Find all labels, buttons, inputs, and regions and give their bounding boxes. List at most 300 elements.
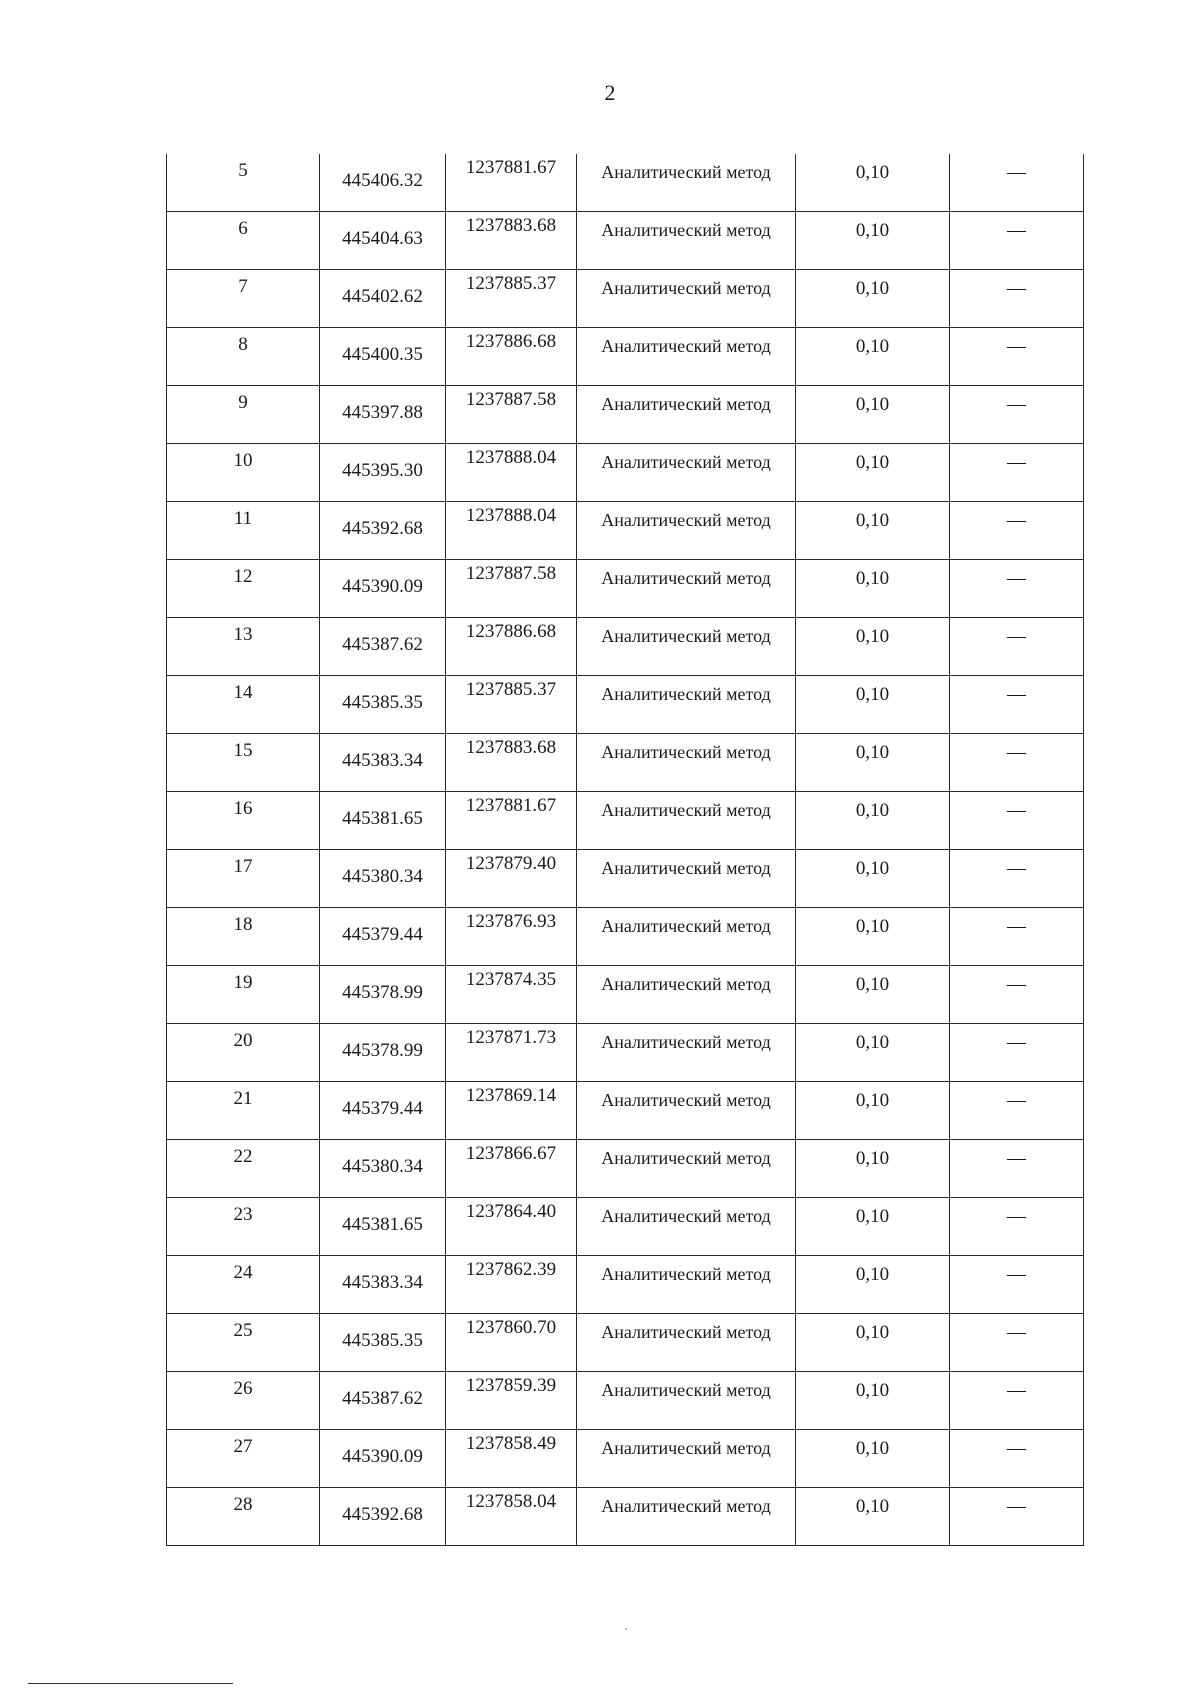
precision-cell (796, 1198, 950, 1256)
method-cell (577, 1372, 796, 1430)
y-coordinate-text: 1237874.35 (465, 969, 557, 990)
precision-text: 0,10 (855, 1322, 890, 1343)
point-number-text: 16 (233, 798, 253, 819)
point-number-text: 25 (233, 1320, 253, 1341)
note-cell (950, 618, 1084, 676)
note-cell (950, 734, 1084, 792)
precision-cell (796, 386, 950, 444)
note-cell (950, 1314, 1084, 1372)
precision-cell (796, 1372, 950, 1430)
x-coordinate-cell (320, 502, 446, 560)
precision-text: 0,10 (855, 510, 890, 531)
note-text: — (1007, 1148, 1026, 1169)
method-text: Аналитический метод (601, 394, 771, 414)
point-number-cell (167, 792, 320, 850)
y-coordinate-text: 1237869.14 (465, 1085, 557, 1106)
y-coordinate-cell (446, 328, 577, 386)
precision-cell (796, 1082, 950, 1140)
method-text: Аналитический метод (601, 974, 771, 994)
method-cell (577, 734, 796, 792)
note-text: — (1007, 1032, 1026, 1053)
precision-text: 0,10 (855, 220, 890, 241)
method-cell (577, 1314, 796, 1372)
precision-cell (796, 1256, 950, 1314)
note-text: — (1007, 800, 1026, 821)
note-cell (950, 1488, 1084, 1546)
x-coordinate-text: 445379.44 (342, 1098, 423, 1119)
point-number-text: 15 (233, 740, 253, 761)
y-coordinate-text: 1237888.04 (465, 505, 557, 526)
y-coordinate-cell (446, 1256, 577, 1314)
point-number-text: 7 (238, 276, 248, 297)
note-text: — (1007, 742, 1026, 763)
point-number-text: 17 (233, 856, 253, 877)
method-text: Аналитический метод (601, 684, 771, 704)
point-number-cell (167, 502, 320, 560)
method-cell (577, 1024, 796, 1082)
method-text: Аналитический метод (601, 1438, 771, 1458)
point-number-cell (167, 618, 320, 676)
table-row (167, 1430, 1084, 1488)
y-coordinate-text: 1237858.04 (465, 1491, 557, 1512)
y-coordinate-cell (446, 1488, 577, 1546)
method-text: Аналитический метод (601, 1090, 771, 1110)
method-cell (577, 444, 796, 502)
method-cell (577, 966, 796, 1024)
y-coordinate-cell (446, 1430, 577, 1488)
note-cell (950, 792, 1084, 850)
method-text: Аналитический метод (601, 1380, 771, 1400)
method-cell (577, 1140, 796, 1198)
method-cell (577, 792, 796, 850)
table-row (167, 502, 1084, 560)
method-text: Аналитический метод (601, 858, 771, 878)
precision-text: 0,10 (855, 742, 890, 763)
coordinates-table (166, 154, 1084, 1546)
precision-cell (796, 212, 950, 270)
point-number-cell (167, 850, 320, 908)
y-coordinate-cell (446, 734, 577, 792)
precision-cell (796, 270, 950, 328)
y-coordinate-cell (446, 966, 577, 1024)
x-coordinate-cell (320, 1372, 446, 1430)
coordinates-table-container (166, 154, 1084, 1546)
precision-text: 0,10 (855, 1090, 890, 1111)
y-coordinate-text: 1237888.04 (465, 447, 557, 468)
note-text: — (1007, 1496, 1026, 1517)
precision-cell (796, 1140, 950, 1198)
x-coordinate-cell (320, 212, 446, 270)
y-coordinate-cell (446, 1082, 577, 1140)
precision-text: 0,10 (855, 162, 890, 183)
y-coordinate-text: 1237885.37 (465, 679, 557, 700)
x-coordinate-cell (320, 386, 446, 444)
table-row (167, 560, 1084, 618)
coordinates-table-body (167, 154, 1084, 1546)
note-text: — (1007, 1206, 1026, 1227)
note-text: — (1007, 858, 1026, 879)
x-coordinate-cell (320, 734, 446, 792)
point-number-cell (167, 734, 320, 792)
y-coordinate-text: 1237881.67 (465, 157, 557, 178)
point-number-text: 6 (238, 218, 248, 239)
precision-cell (796, 792, 950, 850)
point-number-cell (167, 676, 320, 734)
x-coordinate-text: 445381.65 (342, 808, 423, 829)
x-coordinate-text: 445392.68 (342, 1504, 423, 1525)
x-coordinate-text: 445380.34 (342, 1156, 423, 1177)
table-row (167, 386, 1084, 444)
note-text: — (1007, 916, 1026, 937)
note-cell (950, 444, 1084, 502)
point-number-cell (167, 966, 320, 1024)
point-number-cell (167, 328, 320, 386)
y-coordinate-text: 1237859.39 (465, 1375, 557, 1396)
precision-cell (796, 850, 950, 908)
x-coordinate-text: 445378.99 (342, 1040, 423, 1061)
y-coordinate-text: 1237864.40 (465, 1201, 557, 1222)
y-coordinate-text: 1237858.49 (465, 1433, 557, 1454)
table-row (167, 676, 1084, 734)
precision-cell (796, 1430, 950, 1488)
precision-text: 0,10 (855, 452, 890, 473)
note-cell (950, 502, 1084, 560)
precision-cell (796, 444, 950, 502)
y-coordinate-text: 1237886.68 (465, 331, 557, 352)
note-cell (950, 560, 1084, 618)
point-number-text: 19 (233, 972, 253, 993)
x-coordinate-cell (320, 1140, 446, 1198)
y-coordinate-text: 1237860.70 (465, 1317, 557, 1338)
precision-text: 0,10 (855, 336, 890, 357)
precision-text: 0,10 (855, 394, 890, 415)
x-coordinate-text: 445392.68 (342, 518, 423, 539)
x-coordinate-cell (320, 328, 446, 386)
note-cell (950, 966, 1084, 1024)
x-coordinate-text: 445395.30 (342, 460, 423, 481)
x-coordinate-text: 445385.35 (342, 1330, 423, 1351)
point-number-text: 11 (233, 508, 253, 529)
note-cell (950, 1140, 1084, 1198)
note-cell (950, 270, 1084, 328)
precision-text: 0,10 (855, 974, 890, 995)
x-coordinate-cell (320, 618, 446, 676)
method-text: Аналитический метод (601, 1206, 771, 1226)
page-number: 2 (604, 80, 616, 105)
point-number-text: 26 (233, 1378, 253, 1399)
table-row (167, 1488, 1084, 1546)
method-cell (577, 908, 796, 966)
point-number-cell (167, 270, 320, 328)
y-coordinate-cell (446, 1372, 577, 1430)
table-row (167, 618, 1084, 676)
note-text: — (1007, 510, 1026, 531)
y-coordinate-text: 1237887.58 (465, 563, 557, 584)
precision-cell (796, 618, 950, 676)
point-number-text: 21 (233, 1088, 253, 1109)
note-text: — (1007, 684, 1026, 705)
footnote-separator (28, 1683, 233, 1684)
note-text: — (1007, 220, 1026, 241)
precision-text: 0,10 (855, 568, 890, 589)
point-number-cell (167, 908, 320, 966)
point-number-cell (167, 560, 320, 618)
point-number-text: 8 (238, 334, 248, 355)
method-text: Аналитический метод (601, 336, 771, 356)
scan-speck (625, 1628, 627, 1630)
x-coordinate-text: 445378.99 (342, 982, 423, 1003)
table-row (167, 1256, 1084, 1314)
x-coordinate-text: 445381.65 (342, 1214, 423, 1235)
x-coordinate-cell (320, 1488, 446, 1546)
x-coordinate-text: 445387.62 (342, 1388, 423, 1409)
note-text: — (1007, 1380, 1026, 1401)
y-coordinate-cell (446, 1140, 577, 1198)
precision-text: 0,10 (855, 1148, 890, 1169)
precision-cell (796, 328, 950, 386)
note-text: — (1007, 626, 1026, 647)
y-coordinate-text: 1237881.67 (465, 795, 557, 816)
point-number-cell (167, 386, 320, 444)
point-number-cell (167, 1198, 320, 1256)
y-coordinate-text: 1237885.37 (465, 273, 557, 294)
y-coordinate-cell (446, 1024, 577, 1082)
point-number-text: 23 (233, 1204, 253, 1225)
precision-text: 0,10 (855, 1206, 890, 1227)
table-row (167, 1314, 1084, 1372)
y-coordinate-text: 1237879.40 (465, 853, 557, 874)
point-number-cell (167, 1024, 320, 1082)
method-text: Аналитический метод (601, 278, 771, 298)
x-coordinate-cell (320, 792, 446, 850)
precision-text: 0,10 (855, 916, 890, 937)
x-coordinate-cell (320, 676, 446, 734)
table-row (167, 1372, 1084, 1430)
y-coordinate-cell (446, 850, 577, 908)
table-row (167, 966, 1084, 1024)
method-cell (577, 850, 796, 908)
note-text: — (1007, 452, 1026, 473)
precision-text: 0,10 (855, 1032, 890, 1053)
y-coordinate-text: 1237871.73 (465, 1027, 557, 1048)
point-number-text: 20 (233, 1030, 253, 1051)
y-coordinate-text: 1237886.68 (465, 621, 557, 642)
precision-text: 0,10 (855, 626, 890, 647)
method-text: Аналитический метод (601, 568, 771, 588)
precision-text: 0,10 (855, 1438, 890, 1459)
point-number-cell (167, 212, 320, 270)
x-coordinate-text: 445400.35 (342, 344, 423, 365)
note-cell (950, 1024, 1084, 1082)
table-row (167, 1198, 1084, 1256)
point-number-cell (167, 1314, 320, 1372)
method-text: Аналитический метод (601, 1032, 771, 1052)
method-text: Аналитический метод (601, 742, 771, 762)
y-coordinate-text: 1237883.68 (465, 215, 557, 236)
precision-cell (796, 734, 950, 792)
note-text: — (1007, 974, 1026, 995)
y-coordinate-text: 1237876.93 (465, 911, 557, 932)
method-cell (577, 676, 796, 734)
x-coordinate-text: 445402.62 (342, 286, 423, 307)
method-cell (577, 1082, 796, 1140)
table-row (167, 908, 1084, 966)
point-number-text: 28 (233, 1494, 253, 1515)
x-coordinate-text: 445390.09 (342, 1446, 423, 1467)
x-coordinate-text: 445387.62 (342, 634, 423, 655)
method-text: Аналитический метод (601, 510, 771, 530)
x-coordinate-cell (320, 1024, 446, 1082)
note-cell (950, 1430, 1084, 1488)
x-coordinate-cell (320, 908, 446, 966)
table-row (167, 328, 1084, 386)
note-cell (950, 850, 1084, 908)
note-text: — (1007, 568, 1026, 589)
precision-cell (796, 676, 950, 734)
method-text: Аналитический метод (601, 452, 771, 472)
method-cell (577, 386, 796, 444)
note-text: — (1007, 1264, 1026, 1285)
note-cell (950, 1082, 1084, 1140)
y-coordinate-cell (446, 1198, 577, 1256)
method-text: Аналитический метод (601, 626, 771, 646)
table-row (167, 1082, 1084, 1140)
precision-text: 0,10 (855, 684, 890, 705)
x-coordinate-text: 445383.34 (342, 1272, 423, 1293)
table-row (167, 270, 1084, 328)
precision-text: 0,10 (855, 1496, 890, 1517)
x-coordinate-text: 445406.32 (342, 170, 423, 191)
x-coordinate-cell (320, 1430, 446, 1488)
point-number-cell (167, 1372, 320, 1430)
precision-text: 0,10 (855, 1380, 890, 1401)
x-coordinate-cell (320, 1256, 446, 1314)
point-number-text: 14 (233, 682, 253, 703)
note-cell (950, 1372, 1084, 1430)
note-text: — (1007, 394, 1026, 415)
table-row (167, 792, 1084, 850)
note-cell (950, 1256, 1084, 1314)
point-number-cell (167, 1488, 320, 1546)
x-coordinate-cell (320, 154, 446, 212)
point-number-cell (167, 1082, 320, 1140)
point-number-text: 13 (233, 624, 253, 645)
table-row (167, 1024, 1084, 1082)
table-row (167, 154, 1084, 212)
note-cell (950, 154, 1084, 212)
y-coordinate-cell (446, 618, 577, 676)
x-coordinate-cell (320, 270, 446, 328)
precision-cell (796, 154, 950, 212)
note-cell (950, 328, 1084, 386)
point-number-text: 24 (233, 1262, 253, 1283)
note-text: — (1007, 336, 1026, 357)
x-coordinate-text: 445397.88 (342, 402, 423, 423)
method-cell (577, 560, 796, 618)
x-coordinate-cell (320, 850, 446, 908)
y-coordinate-cell (446, 676, 577, 734)
precision-text: 0,10 (855, 858, 890, 879)
method-text: Аналитический метод (601, 162, 771, 182)
table-row (167, 1140, 1084, 1198)
precision-cell (796, 560, 950, 618)
y-coordinate-text: 1237866.67 (465, 1143, 557, 1164)
x-coordinate-cell (320, 1314, 446, 1372)
point-number-text: 9 (238, 392, 248, 413)
note-text: — (1007, 1090, 1026, 1111)
method-cell (577, 154, 796, 212)
precision-cell (796, 502, 950, 560)
precision-cell (796, 908, 950, 966)
y-coordinate-text: 1237887.58 (465, 389, 557, 410)
y-coordinate-cell (446, 1314, 577, 1372)
x-coordinate-text: 445383.34 (342, 750, 423, 771)
y-coordinate-cell (446, 908, 577, 966)
method-cell (577, 270, 796, 328)
table-row (167, 444, 1084, 502)
point-number-text: 5 (238, 160, 248, 181)
point-number-text: 12 (233, 566, 253, 587)
method-cell (577, 502, 796, 560)
precision-cell (796, 1024, 950, 1082)
y-coordinate-text: 1237883.68 (465, 737, 557, 758)
method-text: Аналитический метод (601, 916, 771, 936)
y-coordinate-cell (446, 386, 577, 444)
x-coordinate-cell (320, 560, 446, 618)
method-text: Аналитический метод (601, 220, 771, 240)
table-row (167, 212, 1084, 270)
x-coordinate-text: 445404.63 (342, 228, 423, 249)
method-text: Аналитический метод (601, 800, 771, 820)
note-cell (950, 908, 1084, 966)
method-cell (577, 1256, 796, 1314)
point-number-cell (167, 444, 320, 502)
table-row (167, 850, 1084, 908)
method-cell (577, 212, 796, 270)
point-number-text: 22 (233, 1146, 253, 1167)
method-cell (577, 1430, 796, 1488)
note-cell (950, 676, 1084, 734)
x-coordinate-cell (320, 1082, 446, 1140)
method-cell (577, 618, 796, 676)
table-row (167, 734, 1084, 792)
x-coordinate-cell (320, 1198, 446, 1256)
x-coordinate-text: 445379.44 (342, 924, 423, 945)
point-number-text: 18 (233, 914, 253, 935)
y-coordinate-cell (446, 560, 577, 618)
note-cell (950, 212, 1084, 270)
precision-cell (796, 1488, 950, 1546)
method-text: Аналитический метод (601, 1322, 771, 1342)
point-number-text: 10 (233, 450, 253, 471)
note-text: — (1007, 1438, 1026, 1459)
point-number-cell (167, 154, 320, 212)
point-number-text: 27 (233, 1436, 253, 1457)
method-cell (577, 328, 796, 386)
x-coordinate-text: 445385.35 (342, 692, 423, 713)
point-number-cell (167, 1140, 320, 1198)
point-number-cell (167, 1430, 320, 1488)
method-cell (577, 1488, 796, 1546)
point-number-cell (167, 1256, 320, 1314)
y-coordinate-cell (446, 270, 577, 328)
precision-text: 0,10 (855, 800, 890, 821)
note-text: — (1007, 1322, 1026, 1343)
y-coordinate-cell (446, 792, 577, 850)
y-coordinate-cell (446, 502, 577, 560)
precision-cell (796, 966, 950, 1024)
x-coordinate-cell (320, 444, 446, 502)
